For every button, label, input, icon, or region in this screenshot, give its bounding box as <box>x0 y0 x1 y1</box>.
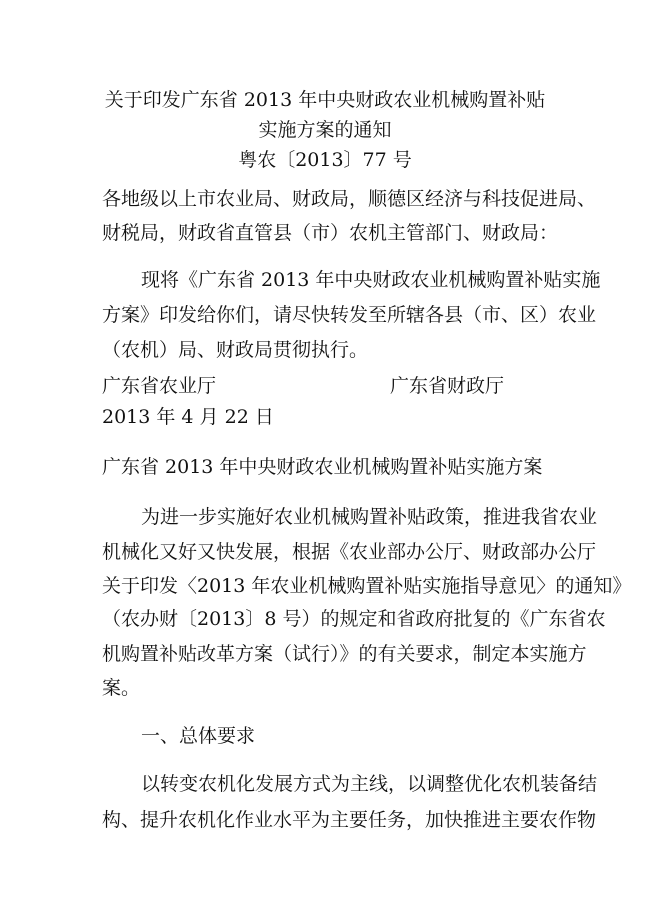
intro-line-3: 关于印发〈2013 年农业机械购置补贴实施指导意见〉的通知》 <box>102 575 632 597</box>
intro-line-4: （农办财〔2013〕8 号）的规定和省政府批复的《广东省农 <box>102 608 606 630</box>
plan-title: 广东省 2013 年中央财政农业机械购置补贴实施方案 <box>102 456 543 478</box>
intro-line-2: 机械化又好又快发展，根据《农业部办公厅、财政部办公厅 <box>102 541 597 563</box>
issue-date: 2013 年 4 月 22 日 <box>102 406 274 428</box>
addressee-line-2: 财税局，财政省直管县（市）农机主管部门、财政局： <box>102 222 559 244</box>
body-line-1: 现将《广东省 2013 年中央财政农业机械购置补贴实施 <box>141 269 601 291</box>
intro-line-1: 为进一步实施好农业机械购置补贴政策，推进我省农业 <box>141 506 598 528</box>
section-1-line-2: 构、提升农机化作业水平为主要任务，加快推进主要农作物 <box>102 809 597 831</box>
body-line-2: 方案》印发给你们，请尽快转发至所辖各县（市、区）农业 <box>102 304 597 326</box>
section-1-line-1: 以转变农机化发展方式为主线，以调整优化农机装备结 <box>141 773 598 795</box>
section-1-heading: 一、总体要求 <box>141 725 256 747</box>
document-title-line-2: 实施方案的通知 <box>258 119 392 141</box>
intro-line-6: 案。 <box>102 677 141 699</box>
body-line-3: （农机）局、财政局贯彻执行。 <box>102 339 369 361</box>
addressee-line-1: 各地级以上市农业局、财政局，顺德区经济与科技促进局、 <box>102 188 597 210</box>
document-number: 粤农〔2013〕77 号 <box>238 149 412 171</box>
issuer-agriculture-department: 广东省农业厅 <box>102 375 217 397</box>
document-title-line-1: 关于印发广东省 2013 年中央财政农业机械购置补贴 <box>104 89 546 111</box>
issuer-finance-department: 广东省财政厅 <box>390 375 505 397</box>
intro-line-5: 机购置补贴改革方案（试行）》的有关要求，制定本实施方 <box>102 643 587 665</box>
